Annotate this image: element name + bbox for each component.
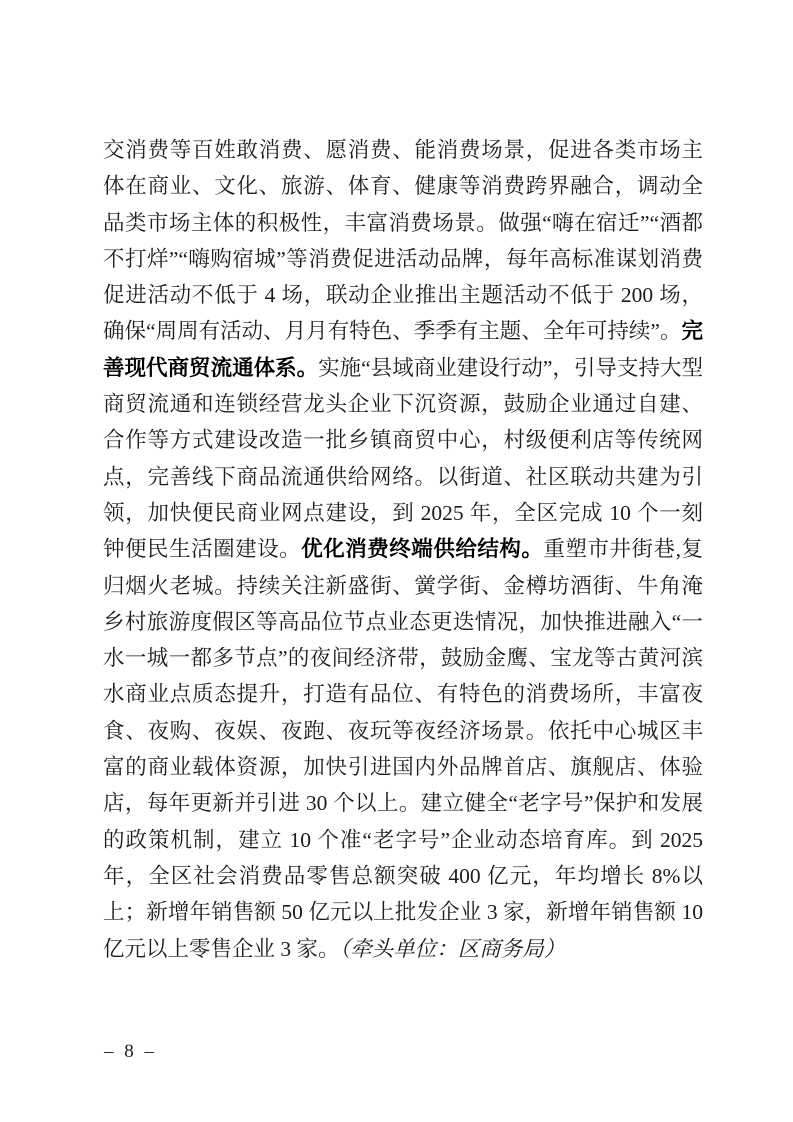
document-body — [103, 132, 703, 967]
paragraph-run-commerce-circulation-body: 实施“县域商业建设行动”，引导支持大型商贸流通和连锁经营龙头企业下沉资源，鼓励企业通过自建、合作等方式建设改造一批乡镇商贸中心，村级便利店等传统网点，完善线下商品流通供给网络。以街道、社区联动共建为引领，加快便民商业网点建设，到 2025 年，全区完成 10 个一刻钟便民生活圈建设。 — [103, 355, 703, 562]
paragraph-run-consumption-terminal-body: 重塑市井街巷,复归烟火老城。持续关注新盛街、黉学街、金樽坊酒街、牛角淹乡村旅游度假区等高品位节点业态更迭情况，加快推进融入“一水一城一都多节点”的夜间经济带，鼓励金鹰、宝龙等古黄河滨水商业点质态提升，打造有品位、有特色的消费场所，丰富夜食、夜购、夜娱、夜跑、夜玩等夜经济场景。依托中心城区丰富的商业载体资源，加快引进国内外品牌首店、旗舰店、体验店，每年更新并引进 30 个以上。建立健全“老字号”保护和发展的政策机制，建立 10 个准“老字号”企业动态培育库。到 2025 年，全区社会消费品零售总额突破 400 亿元，年均增长 8%以上；新增年销售额 50 亿元以上批发企业 3 家，新增年销售额 10 亿元以上零售企业 3 家。 — [103, 537, 703, 961]
page-number: – 8 – — [104, 1041, 157, 1062]
body-paragraph — [103, 132, 703, 967]
section-heading-commerce-circulation: 完善现代商贸流通体系。 — [103, 319, 703, 380]
lead-unit-annotation: （牵头单位：区商务局） — [339, 936, 566, 961]
paragraph-run-continuation: 交消费等百姓敢消费、愿消费、能消费场景，促进各类市场主体在商业、文化、旅游、体育、健康等消费跨界融合，调动全品类市场主体的积极性，丰富消费场景。做强“嗨在宿迁”“酒都不打烊”“嗨购宿城”等消费促进活动品牌，每年高标准谋划消费促进活动不低于 4 场，联动企业推出主题活动不低于 200 场，确保“周周有活动、月月有特色、季季有主题、全年可持续”。 — [103, 138, 703, 344]
section-heading-consumption-terminal: 优化消费终端供给结构。 — [301, 537, 544, 562]
